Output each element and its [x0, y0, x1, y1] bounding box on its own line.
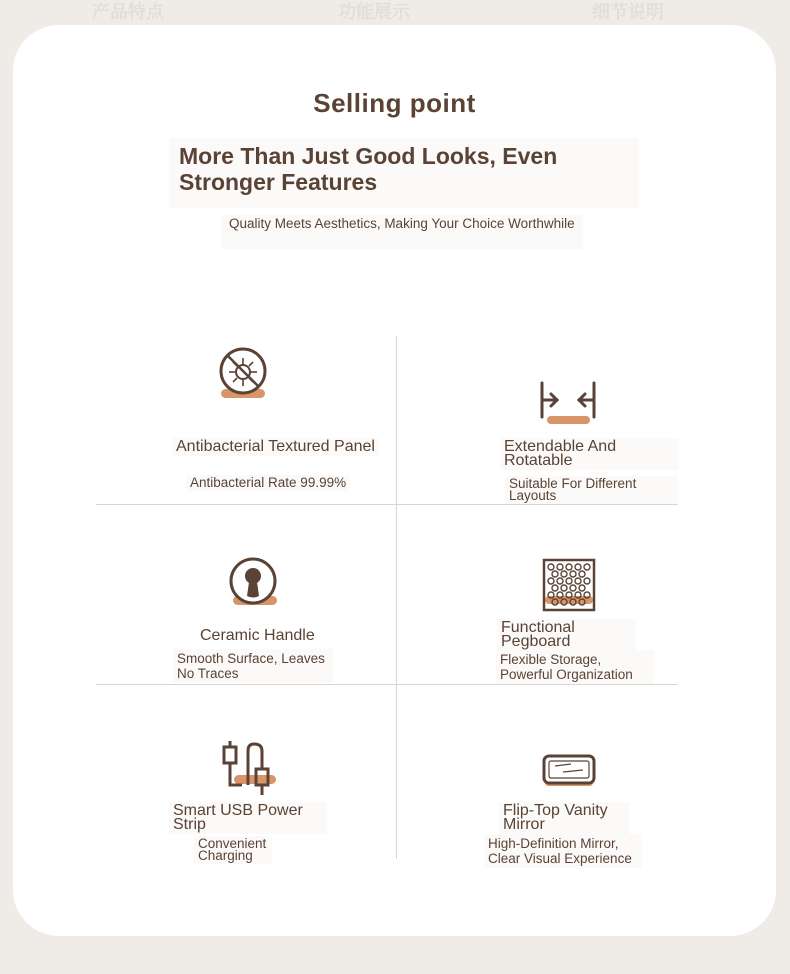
- feature-title: Functional Pegboard: [497, 619, 636, 651]
- feature-description: Convenient Charging: [194, 836, 272, 864]
- top-tab-2[interactable]: 功能展示: [338, 2, 410, 20]
- top-tab-1[interactable]: 产品特点: [92, 2, 164, 20]
- subheadline: Quality Meets Aesthetics, Making Your Choice Worthwhile: [221, 215, 583, 249]
- feature-description: Flexible Storage, Powerful Organization: [496, 650, 654, 684]
- feature-description: Suitable For Different Layouts: [505, 476, 678, 504]
- antibacterial-icon: [217, 346, 269, 400]
- usb-plug-icon: [218, 741, 280, 797]
- pegboard-icon: [542, 558, 596, 612]
- feature-title: Extendable And Rotatable: [500, 438, 678, 470]
- ceramic-handle-icon: [223, 556, 283, 608]
- feature-title: Antibacterial Textured Panel: [172, 438, 379, 456]
- feature-description: High-Definition Mirror, Clear Visual Experience: [484, 834, 642, 868]
- feature-description: Smooth Surface, Leaves No Traces: [173, 649, 333, 683]
- feature-title: Ceramic Handle: [200, 627, 315, 644]
- feature-description: Antibacterial Rate 99.99%: [186, 475, 350, 491]
- vanity-mirror-icon: [541, 753, 597, 789]
- feature-title: Flip-Top Vanity Mirror: [499, 802, 629, 834]
- extend-rotate-icon: [539, 381, 599, 426]
- section-title: Selling point: [313, 88, 476, 118]
- top-tab-3[interactable]: 细节说明: [592, 2, 664, 20]
- grid-divider-horizontal: [96, 504, 678, 505]
- grid-divider-vertical: [396, 336, 397, 859]
- grid-divider-horizontal: [96, 684, 678, 685]
- feature-title: Smart USB Power Strip: [169, 802, 327, 834]
- feature-grid: [96, 336, 678, 866]
- selling-point-card: [13, 25, 776, 936]
- headline: More Than Just Good Looks, Even Stronger Features: [169, 138, 639, 208]
